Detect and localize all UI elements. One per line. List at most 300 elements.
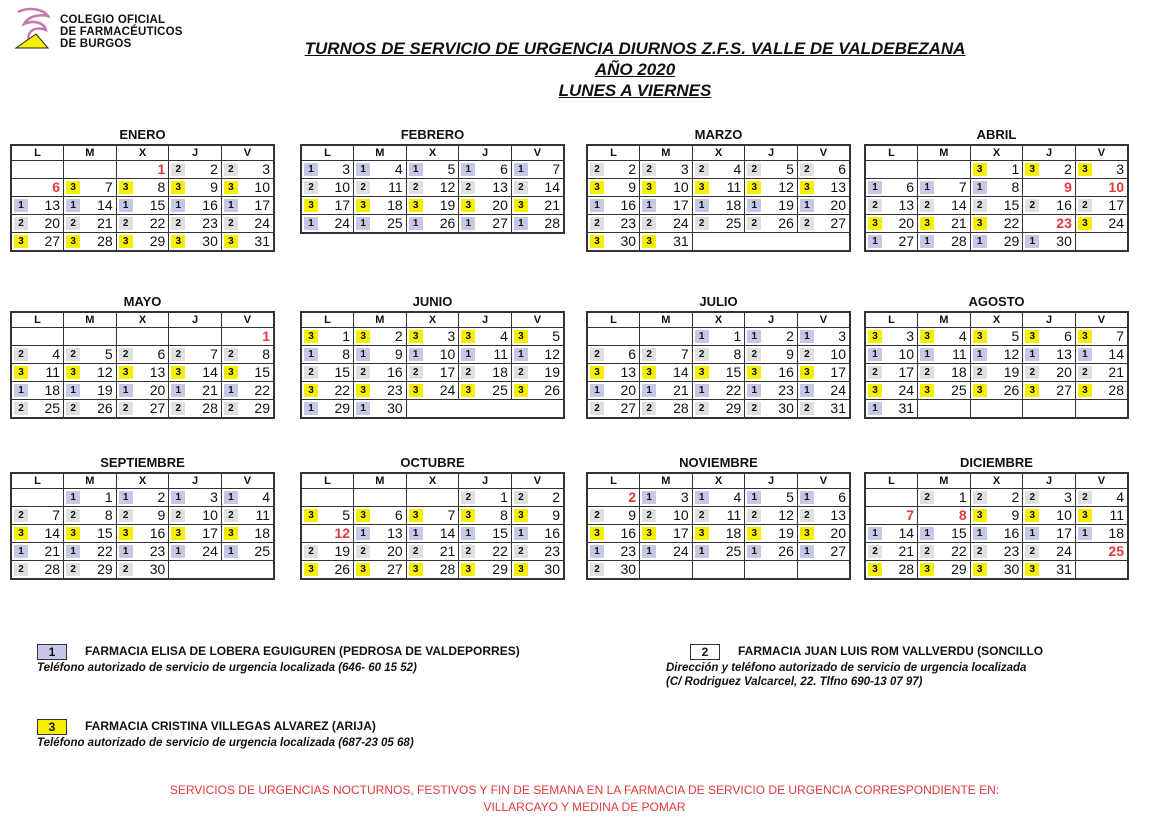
pharmacy-tag: 2 — [868, 545, 882, 558]
month-name: JUNIO — [412, 294, 453, 309]
pharmacy-tag: 1 — [514, 348, 528, 361]
week-row — [865, 400, 1128, 419]
day-cell — [459, 328, 512, 346]
day-cell — [169, 400, 222, 419]
pharmacy-tag: 2 — [590, 402, 604, 415]
day-number: 21 — [44, 543, 61, 559]
pharmacy-tag: 3 — [1025, 163, 1039, 176]
pharmacy-tag: 1 — [356, 348, 370, 361]
day-number: 10 — [202, 507, 218, 523]
pharmacy-tag: 3 — [304, 384, 318, 397]
day-cell — [640, 382, 693, 400]
day-number: 30 — [387, 400, 403, 416]
pharmacy-tag: 1 — [920, 348, 934, 361]
day-cell — [64, 215, 117, 233]
day-cell — [169, 197, 222, 215]
day-cell — [587, 400, 640, 419]
weekday-header: V — [797, 312, 850, 328]
day-number: 5 — [786, 489, 794, 505]
day-number: 22 — [725, 382, 742, 398]
day-number: 10 — [673, 179, 689, 195]
pharmacy-tag: 1 — [695, 545, 709, 558]
day-number: 6 — [628, 346, 637, 362]
day-cell — [745, 561, 798, 580]
week-row — [865, 507, 1128, 525]
pharmacy-tag: 2 — [409, 366, 423, 379]
weekday-header: V — [221, 473, 274, 489]
day-number: 1 — [500, 489, 508, 505]
day-cell — [11, 382, 64, 400]
month-table — [864, 472, 1129, 580]
day-number: 14 — [1108, 346, 1124, 362]
day-number: 14 — [439, 525, 456, 541]
pharmacy-tag: 3 — [14, 527, 28, 540]
weekday-header: V — [511, 312, 564, 328]
day-number: 23 — [620, 543, 637, 559]
outside-cell — [797, 233, 850, 252]
pharmacy-tag: 3 — [14, 366, 28, 379]
day-cell — [745, 197, 798, 215]
day-number: 19 — [778, 197, 794, 213]
weekday-header: V — [1075, 473, 1128, 489]
day-cell — [11, 507, 64, 525]
pharmacy-tag: 2 — [642, 217, 656, 230]
day-number: 27 — [492, 215, 508, 231]
day-number: 15 — [951, 525, 967, 541]
day-cell — [11, 179, 64, 197]
day-cell — [64, 543, 117, 561]
week-row — [301, 197, 564, 215]
legend-info-1: Teléfono autorizado de servicio de urgencia localizada (646- 60 15 52) — [37, 662, 417, 674]
day-number: 8 — [500, 507, 508, 523]
pharmacy-tag: 1 — [1025, 527, 1039, 540]
day-cell — [459, 507, 512, 525]
week-row — [865, 489, 1128, 507]
day-cell — [1023, 400, 1076, 419]
weekday-header: L — [865, 312, 918, 328]
day-number: 12 — [778, 507, 794, 523]
day-cell — [1075, 382, 1128, 400]
day-number: 25 — [254, 543, 270, 559]
day-cell — [11, 161, 64, 179]
pharmacy-tag: 1 — [224, 199, 238, 212]
holiday-day-number: 9 — [1064, 179, 1072, 195]
day-cell — [459, 489, 512, 507]
day-number: 5 — [104, 346, 113, 362]
day-cell — [970, 197, 1023, 215]
day-number: 7 — [52, 507, 61, 523]
weekday-header: J — [1023, 145, 1076, 161]
pharmacy-tag: 1 — [66, 384, 80, 397]
pharmacy-tag: 3 — [409, 563, 423, 576]
day-cell — [221, 400, 274, 419]
day-number: 26 — [439, 215, 456, 231]
pharmacy-tag: 2 — [356, 545, 370, 558]
day-cell — [970, 161, 1023, 179]
day-cell — [406, 328, 459, 346]
day-cell — [1075, 328, 1128, 346]
day-number: 20 — [44, 215, 61, 231]
day-cell — [459, 525, 512, 543]
pharmacy-tag: 2 — [119, 563, 133, 576]
day-number: 8 — [104, 507, 113, 523]
day-number: 27 — [830, 215, 846, 231]
day-number: 15 — [149, 197, 166, 213]
pharmacy-tag: 3 — [800, 527, 814, 540]
footer-line-2: VILLARCAYO Y MEDINA DE POMAR — [483, 800, 686, 814]
month-table — [10, 472, 275, 580]
pharmacy-tag: 1 — [409, 348, 423, 361]
day-cell — [865, 197, 918, 215]
day-number: 4 — [958, 328, 967, 344]
pharmacy-tag: 1 — [514, 217, 528, 230]
pharmacy-tag: 2 — [642, 402, 656, 415]
pharmacy-tag: 2 — [119, 509, 133, 522]
day-number: 30 — [620, 561, 637, 577]
week-row — [587, 400, 850, 419]
month-name: SEPTIEMBRE — [100, 455, 185, 470]
weekday-header: J — [745, 145, 798, 161]
pharmacy-tag: 3 — [224, 366, 238, 379]
day-number: 21 — [898, 543, 915, 559]
day-number: 17 — [1056, 525, 1072, 541]
day-cell — [797, 179, 850, 197]
day-cell — [354, 346, 407, 364]
day-cell — [1075, 197, 1128, 215]
day-cell — [221, 346, 274, 364]
pharmacy-tag: 1 — [119, 199, 133, 212]
pharmacy-tag: 3 — [642, 527, 656, 540]
day-number: 31 — [830, 400, 846, 416]
pharmacy-tag: 2 — [1025, 366, 1039, 379]
outside-cell — [1075, 233, 1128, 252]
pharmacy-tag: 3 — [66, 366, 80, 379]
day-number: 7 — [104, 179, 113, 195]
day-number: 2 — [786, 328, 794, 344]
pharmacy-tag: 1 — [973, 235, 987, 248]
pharmacy-tag: 2 — [747, 348, 761, 361]
pharmacy-tag: 3 — [1025, 563, 1039, 576]
day-cell — [406, 197, 459, 215]
day-number: 10 — [673, 507, 689, 523]
pharmacy-tag: 3 — [590, 527, 604, 540]
weekday-header: X — [692, 145, 745, 161]
day-number: 6 — [157, 346, 166, 362]
day-cell — [511, 215, 564, 234]
day-cell — [221, 328, 274, 346]
pharmacy-tag: 1 — [356, 217, 370, 230]
day-number: 2 — [210, 161, 218, 177]
pharmacy-tag: 1 — [973, 527, 987, 540]
day-cell — [354, 561, 407, 580]
day-cell — [11, 489, 64, 507]
pharmacy-tag: 3 — [1078, 384, 1092, 397]
weekday-header: J — [745, 312, 798, 328]
day-number: 13 — [44, 197, 61, 213]
day-cell — [169, 346, 222, 364]
pharmacy-tag: 2 — [642, 509, 656, 522]
pharmacy-tag: 1 — [747, 330, 761, 343]
legend-name-1: FARMACIA ELISA DE LOBERA EGUIGUREN (PEDROSA DE VALDEPORRES) — [85, 644, 520, 659]
day-cell — [640, 364, 693, 382]
day-number: 23 — [778, 382, 794, 398]
pharmacy-tag: 3 — [800, 366, 814, 379]
day-number: 28 — [202, 400, 218, 416]
day-number: 20 — [830, 525, 846, 541]
pharmacy-tag: 2 — [171, 217, 185, 230]
day-cell — [169, 364, 222, 382]
pharmacy-tag: 3 — [973, 509, 987, 522]
day-cell — [221, 215, 274, 233]
week-row — [11, 382, 274, 400]
pharmacy-tag: 3 — [66, 527, 80, 540]
day-cell — [301, 328, 354, 346]
pharmacy-tag: 3 — [747, 527, 761, 540]
day-cell — [745, 507, 798, 525]
day-cell — [865, 346, 918, 364]
weekday-header: L — [587, 312, 640, 328]
day-cell — [64, 400, 117, 419]
week-row — [301, 346, 564, 364]
pharmacy-tag: 2 — [14, 217, 28, 230]
day-number: 22 — [951, 543, 967, 559]
day-number: 20 — [830, 197, 846, 213]
day-cell — [865, 382, 918, 400]
day-cell — [865, 364, 918, 382]
day-number: 12 — [97, 364, 113, 380]
weekday-header: M — [354, 145, 407, 161]
day-cell — [459, 382, 512, 400]
day-cell — [640, 346, 693, 364]
pharmacy-tag: 1 — [642, 491, 656, 504]
day-cell — [640, 507, 693, 525]
weekday-header: L — [865, 145, 918, 161]
day-cell — [511, 328, 564, 346]
day-cell — [865, 525, 918, 543]
pharmacy-tag: 3 — [14, 235, 28, 248]
week-row — [587, 561, 850, 580]
day-number: 18 — [1108, 525, 1124, 541]
month-febrero — [300, 127, 565, 234]
pharmacy-tag: 3 — [171, 181, 185, 194]
day-number: 3 — [342, 161, 351, 177]
day-number: 20 — [1056, 364, 1072, 380]
day-number: 11 — [255, 507, 270, 523]
day-number: 24 — [830, 382, 846, 398]
pharmacy-tag: 3 — [356, 199, 370, 212]
pharmacy-tag: 1 — [868, 527, 882, 540]
pharmacy-tag: 1 — [356, 402, 370, 415]
day-cell — [865, 215, 918, 233]
day-cell — [1023, 328, 1076, 346]
pharmacy-tag: 2 — [920, 491, 934, 504]
pharmacy-tag: 3 — [171, 366, 185, 379]
day-number: 9 — [394, 346, 403, 362]
day-number: 27 — [620, 400, 637, 416]
day-number: 9 — [1011, 507, 1020, 523]
week-row — [11, 525, 274, 543]
day-cell — [970, 543, 1023, 561]
day-number: 28 — [898, 561, 915, 577]
day-cell — [221, 161, 274, 179]
week-row — [865, 382, 1128, 400]
pharmacy-tag: 1 — [171, 491, 185, 504]
pharmacy-tag: 2 — [590, 217, 604, 230]
day-number: 2 — [552, 489, 560, 505]
day-cell — [745, 161, 798, 179]
day-cell — [970, 382, 1023, 400]
day-number: 30 — [778, 400, 794, 416]
day-cell — [459, 215, 512, 234]
day-number: 2 — [1064, 161, 1072, 177]
pharmacy-tag: 1 — [642, 199, 656, 212]
pharmacy-tag: 1 — [747, 199, 761, 212]
pharmacy-tag: 1 — [973, 181, 987, 194]
pharmacy-tag: 2 — [514, 181, 528, 194]
pharmacy-tag: 2 — [224, 348, 238, 361]
day-number: 3 — [1116, 161, 1124, 177]
day-cell — [745, 400, 798, 419]
pharmacy-tag: 1 — [868, 348, 882, 361]
week-row — [865, 364, 1128, 382]
day-cell — [406, 346, 459, 364]
pharmacy-tag: 3 — [642, 366, 656, 379]
day-cell — [692, 489, 745, 507]
day-cell — [354, 525, 407, 543]
weekday-header: M — [64, 145, 117, 161]
day-number: 27 — [1056, 382, 1072, 398]
day-number: 19 — [778, 525, 794, 541]
day-cell — [1075, 507, 1128, 525]
pharmacy-tag: 2 — [119, 402, 133, 415]
month-name: NOVIEMBRE — [679, 455, 758, 470]
month-name: JULIO — [699, 294, 738, 309]
week-row — [587, 215, 850, 233]
day-cell — [692, 507, 745, 525]
day-number: 22 — [492, 543, 508, 559]
legend-pharmacy-3 — [37, 719, 414, 749]
day-number: 28 — [97, 233, 113, 249]
pharmacy-tag: 1 — [356, 527, 370, 540]
weekday-header: X — [116, 473, 169, 489]
week-row — [587, 161, 850, 179]
week-row — [11, 161, 274, 179]
month-name: DICIEMBRE — [960, 455, 1033, 470]
day-number: 17 — [439, 364, 456, 380]
month-junio — [300, 294, 565, 419]
pharmacy-tag: 3 — [514, 509, 528, 522]
day-number: 7 — [680, 346, 689, 362]
day-number: 5 — [786, 161, 794, 177]
day-cell — [301, 489, 354, 507]
pharmacy-tag: 1 — [224, 491, 238, 504]
month-table — [300, 472, 565, 580]
pharmacy-tag: 1 — [590, 199, 604, 212]
day-number: 25 — [387, 215, 403, 231]
day-cell — [918, 543, 971, 561]
day-cell — [745, 215, 798, 233]
footer-notice — [0, 782, 1169, 816]
pharmacy-tag: 3 — [590, 366, 604, 379]
day-number: 1 — [733, 328, 742, 344]
pharmacy-tag: 1 — [356, 163, 370, 176]
day-number: 11 — [388, 179, 403, 195]
day-number: 30 — [149, 561, 166, 577]
weekday-header: X — [970, 312, 1023, 328]
month-octubre — [300, 455, 565, 580]
pharmacy-tag: 2 — [66, 348, 80, 361]
day-cell — [116, 197, 169, 215]
day-cell — [970, 561, 1023, 580]
day-number: 15 — [725, 364, 742, 380]
day-number: 3 — [447, 328, 456, 344]
week-row — [11, 364, 274, 382]
pharmacy-tag: 3 — [66, 235, 80, 248]
pharmacy-tag: 2 — [868, 366, 882, 379]
day-cell — [116, 382, 169, 400]
pharmacy-tag: 1 — [800, 545, 814, 558]
week-row — [587, 364, 850, 382]
pharmacy-tag: 2 — [171, 348, 185, 361]
day-number: 16 — [620, 525, 637, 541]
pharmacy-tag: 1 — [695, 384, 709, 397]
day-number: 18 — [951, 364, 967, 380]
day-number: 21 — [97, 215, 113, 231]
day-number: 29 — [951, 561, 967, 577]
pharmacy-tag: 2 — [1025, 199, 1039, 212]
pharmacy-tag: 3 — [461, 384, 475, 397]
pharmacy-tag: 3 — [514, 199, 528, 212]
day-number: 21 — [439, 543, 456, 559]
day-number: 21 — [951, 215, 967, 231]
day-cell — [745, 346, 798, 364]
day-cell — [1023, 233, 1076, 252]
day-number: 24 — [334, 215, 351, 231]
pharmacy-tag: 2 — [224, 163, 238, 176]
day-cell — [918, 328, 971, 346]
day-cell — [692, 382, 745, 400]
day-number: 18 — [725, 197, 742, 213]
weekday-header: V — [1075, 145, 1128, 161]
pharmacy-tag: 2 — [14, 563, 28, 576]
day-number: 13 — [1056, 346, 1072, 362]
month-name: MAYO — [123, 294, 162, 309]
pharmacy-tag: 3 — [695, 527, 709, 540]
day-cell — [797, 328, 850, 346]
pharmacy-tag: 3 — [356, 563, 370, 576]
pharmacy-tag: 3 — [304, 563, 318, 576]
day-number: 2 — [1011, 489, 1020, 505]
pharmacy-tag: 2 — [590, 348, 604, 361]
pharmacy-tag: 3 — [695, 366, 709, 379]
pharmacy-tag: 3 — [1025, 330, 1039, 343]
day-cell — [301, 525, 354, 543]
day-cell — [221, 382, 274, 400]
pharmacy-tag: 3 — [868, 384, 882, 397]
day-number: 21 — [202, 382, 218, 398]
pharmacy-tag: 2 — [514, 545, 528, 558]
weekday-header: J — [459, 145, 512, 161]
pharmacy-tag: 1 — [304, 163, 318, 176]
day-number: 26 — [334, 561, 351, 577]
day-cell — [1023, 489, 1076, 507]
day-number: 17 — [673, 525, 689, 541]
day-number: 13 — [387, 525, 403, 541]
week-row — [301, 525, 564, 543]
day-cell — [865, 561, 918, 580]
day-number: 3 — [680, 161, 689, 177]
day-cell — [865, 507, 918, 525]
